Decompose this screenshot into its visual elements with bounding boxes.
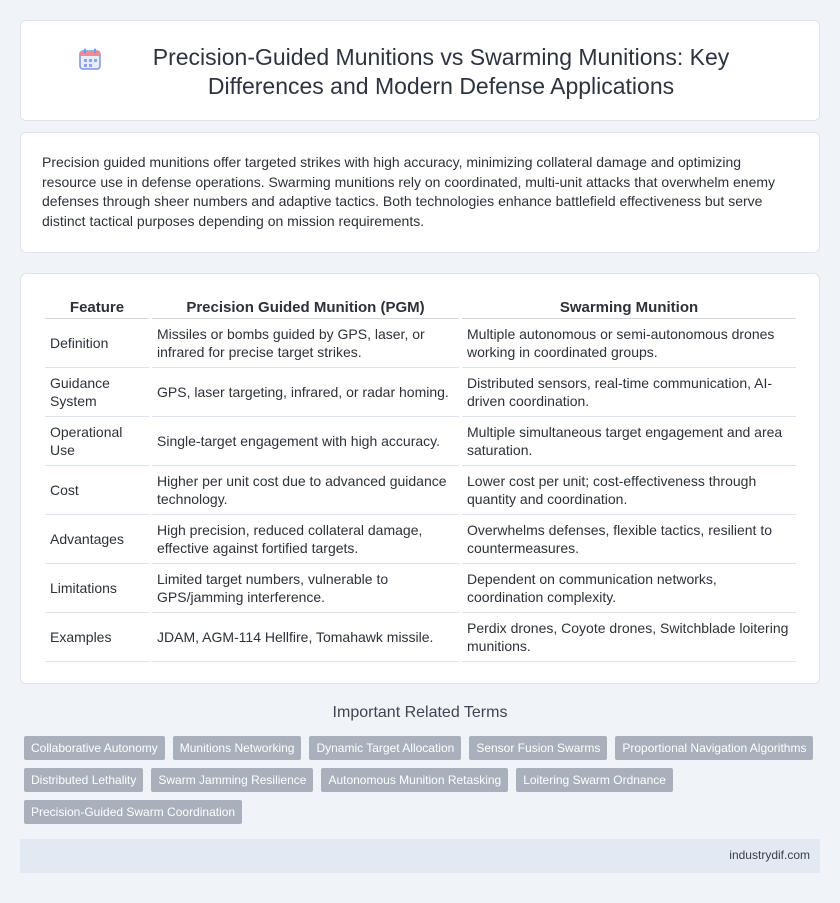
- intro-paragraph: Precision guided munitions offer targeted strikes with high accuracy, minimizing collateral damage and optimizing resource use in defense operations. Swarming munitions rely on coordinated, multi-unit attacks that overwhelm enemy defenses through sheer numbers and adaptive tactics. Both technologies enhance battlefield effectiveness but serve distinct tactical purposes depending on mission requirements.: [42, 154, 776, 229]
- related-terms-list: [24, 736, 820, 824]
- swarming-cell: Distributed sensors, real-time communication, AI-driven coordination.: [462, 368, 796, 417]
- header-swarming: Swarming Munition: [462, 294, 796, 319]
- table-row: [45, 613, 796, 662]
- table-row: [45, 515, 796, 564]
- table-row: [45, 564, 796, 613]
- table-row: [45, 466, 796, 515]
- term-tag[interactable]: Precision-Guided Swarm Coordination: [24, 800, 242, 824]
- related-terms-heading: Important Related Terms: [332, 704, 508, 721]
- calendar-icon: [79, 48, 101, 70]
- term-tag[interactable]: Autonomous Munition Retasking: [321, 768, 508, 792]
- header-feature: Feature: [45, 294, 149, 319]
- page-title: Precision-Guided Munitions vs Swarming Munitions: Key Differences and Modern Defense Applications: [152, 44, 730, 99]
- feature-cell: Operational Use: [45, 417, 149, 466]
- title-card: [20, 20, 820, 121]
- swarming-cell: Multiple autonomous or semi-autonomous drones working in coordinated groups.: [462, 319, 796, 368]
- term-tag[interactable]: Loitering Swarm Ordnance: [516, 768, 673, 792]
- term-tag[interactable]: Distributed Lethality: [24, 768, 143, 792]
- comparison-card: [20, 273, 820, 684]
- term-tag[interactable]: Munitions Networking: [173, 736, 302, 760]
- feature-cell: Guidance System: [45, 368, 149, 417]
- term-tag[interactable]: Dynamic Target Allocation: [309, 736, 461, 760]
- feature-cell: Limitations: [45, 564, 149, 613]
- header-pgm: Precision Guided Munition (PGM): [152, 294, 459, 319]
- term-tag[interactable]: Swarm Jamming Resilience: [151, 768, 313, 792]
- term-tag[interactable]: Sensor Fusion Swarms: [469, 736, 607, 760]
- table-row: [45, 368, 796, 417]
- term-tag[interactable]: Collaborative Autonomy: [24, 736, 165, 760]
- pgm-cell: Missiles or bombs guided by GPS, laser, or infrared for precise target strikes.: [152, 319, 459, 368]
- table-row: [45, 417, 796, 466]
- pgm-cell: Single-target engagement with high accuracy.: [152, 417, 459, 466]
- footer: [20, 839, 820, 873]
- term-tag[interactable]: Proportional Navigation Algorithms: [615, 736, 813, 760]
- swarming-cell: Multiple simultaneous target engagement and area saturation.: [462, 417, 796, 466]
- table-header-row: [45, 294, 796, 319]
- feature-cell: Advantages: [45, 515, 149, 564]
- pgm-cell: GPS, laser targeting, infrared, or radar homing.: [152, 368, 459, 417]
- pgm-cell: Higher per unit cost due to advanced guidance technology.: [152, 466, 459, 515]
- feature-cell: Cost: [45, 466, 149, 515]
- pgm-cell: Limited target numbers, vulnerable to GPS/jamming interference.: [152, 564, 459, 613]
- footer-site-link[interactable]: industrydif.com: [729, 848, 810, 862]
- feature-cell: Definition: [45, 319, 149, 368]
- swarming-cell: Dependent on communication networks, coordination complexity.: [462, 564, 796, 613]
- swarming-cell: Overwhelms defenses, flexible tactics, resilient to countermeasures.: [462, 515, 796, 564]
- swarming-cell: Lower cost per unit; cost-effectiveness through quantity and coordination.: [462, 466, 796, 515]
- pgm-cell: High precision, reduced collateral damage, effective against fortified targets.: [152, 515, 459, 564]
- comparison-table: [42, 294, 799, 662]
- table-row: [45, 319, 796, 368]
- pgm-cell: JDAM, AGM-114 Hellfire, Tomahawk missile.: [152, 613, 459, 662]
- feature-cell: Examples: [45, 613, 149, 662]
- swarming-cell: Perdix drones, Coyote drones, Switchblade loitering munitions.: [462, 613, 796, 662]
- intro-card: [20, 132, 820, 253]
